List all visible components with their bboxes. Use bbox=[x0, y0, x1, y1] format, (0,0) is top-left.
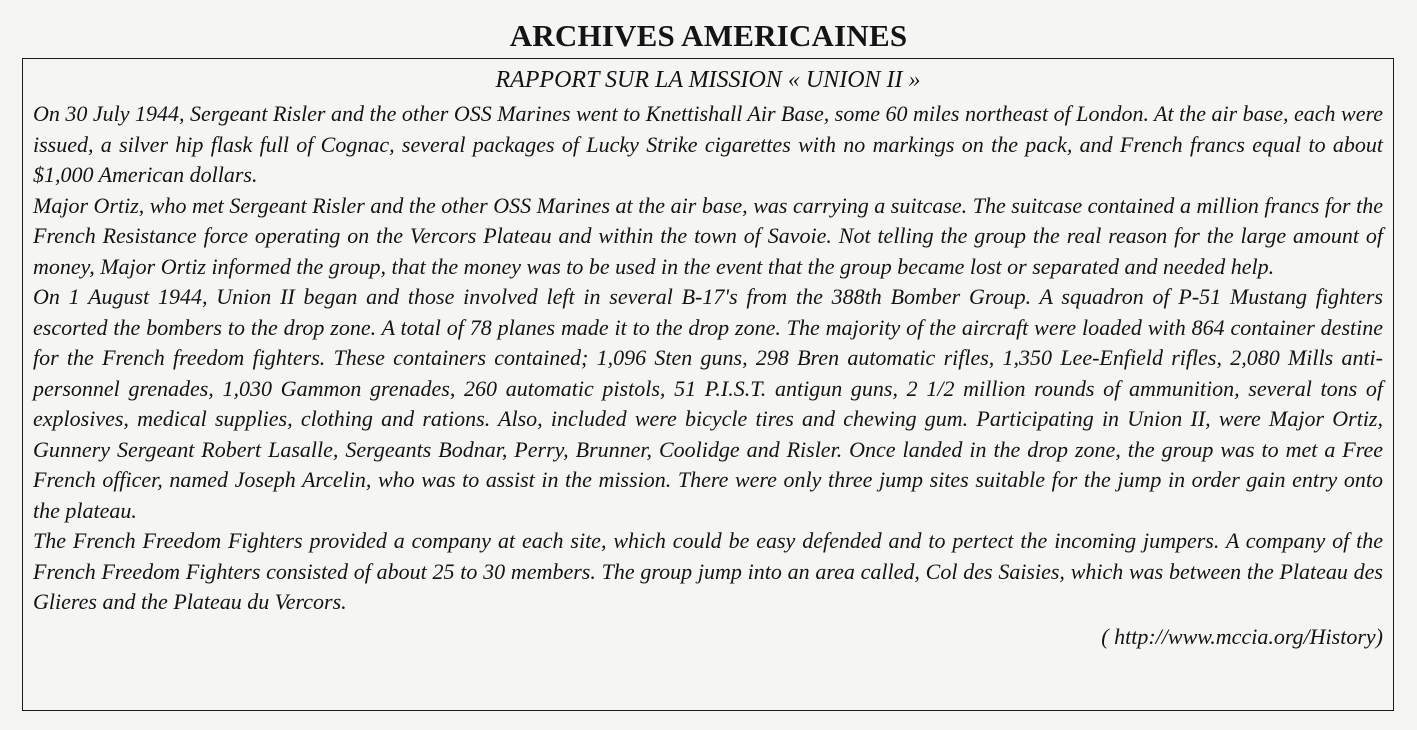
paragraph: The French Freedom Fighters provided a company at each site, which could be easy defended and to pertect the incoming jumpers. A company of the French Freedom Fighters consisted of about 25 to 30 members. The group jump into an area called, Col des Saisies, which was between the Plateau des Glieres and the Plateau du Vercors. bbox=[33, 528, 1383, 614]
source-citation: ( http://www.mccia.org/History) bbox=[1101, 623, 1383, 649]
article-box bbox=[22, 58, 1394, 711]
article-subtitle: RAPPORT SUR LA MISSION « UNION II » bbox=[495, 67, 921, 93]
paragraph: On 30 July 1944, Sergeant Risler and the other OSS Marines went to Knettishall Air Base, some 60 miles northeast of London. At the air base, each were issued, a silver hip flask full of Cognac, several packages of Lucky Strike cigarettes with no markings on the pack, and French francs equal to about $1,000 American dollars. bbox=[33, 101, 1383, 187]
paragraph: Major Ortiz, who met Sergeant Risler and the other OSS Marines at the air base, was carrying a suitcase. The suitcase contained a million francs for the French Resistance force operating on the Vercors Plateau and within the town of Savoie. Not telling the group the real reason for the large amount of money, Major Ortiz informed the group, that the money was to be used in the event that the group became lost or separated and needed help. bbox=[33, 192, 1383, 279]
paragraph: On 1 August 1944, Union II began and those involved left in several B-17's from the 388th Bomber Group. A squadron of P-51 Mustang fighters escorted the bombers to the drop zone. A total of 78 planes made it to the drop zone. The majority of the aircraft were loaded with 864 container destine for the French freedom fighters. These containers contained; 1,096 Sten guns, 298 Bren automatic rifles, 1,350 Lee-Enfield rifles, 2,080 Mills anti-personnel grenades, 1,030 Gammon grenades, 260 automatic pistols, 51 P.I.S.T. antigun guns, 2 1/2 million rounds of ammunition, several tons of explosives, medical supplies, clothing and rations. Also, included were bicycle tires and chewing gum. Participating in Union II, were Major Ortiz, Gunnery Sergeant Robert Lasalle, Sergeants Bodnar, Perry, Brunner, Coolidge and Risler. Once landed in the drop zone, the group was to met a Free French officer, named Joseph Arcelin, who was to assist in the mission. There were only three jump sites suitable for the jump in order gain entry onto the plateau. bbox=[33, 284, 1383, 523]
page-title: ARCHIVES AMERICAINES bbox=[509, 18, 908, 53]
